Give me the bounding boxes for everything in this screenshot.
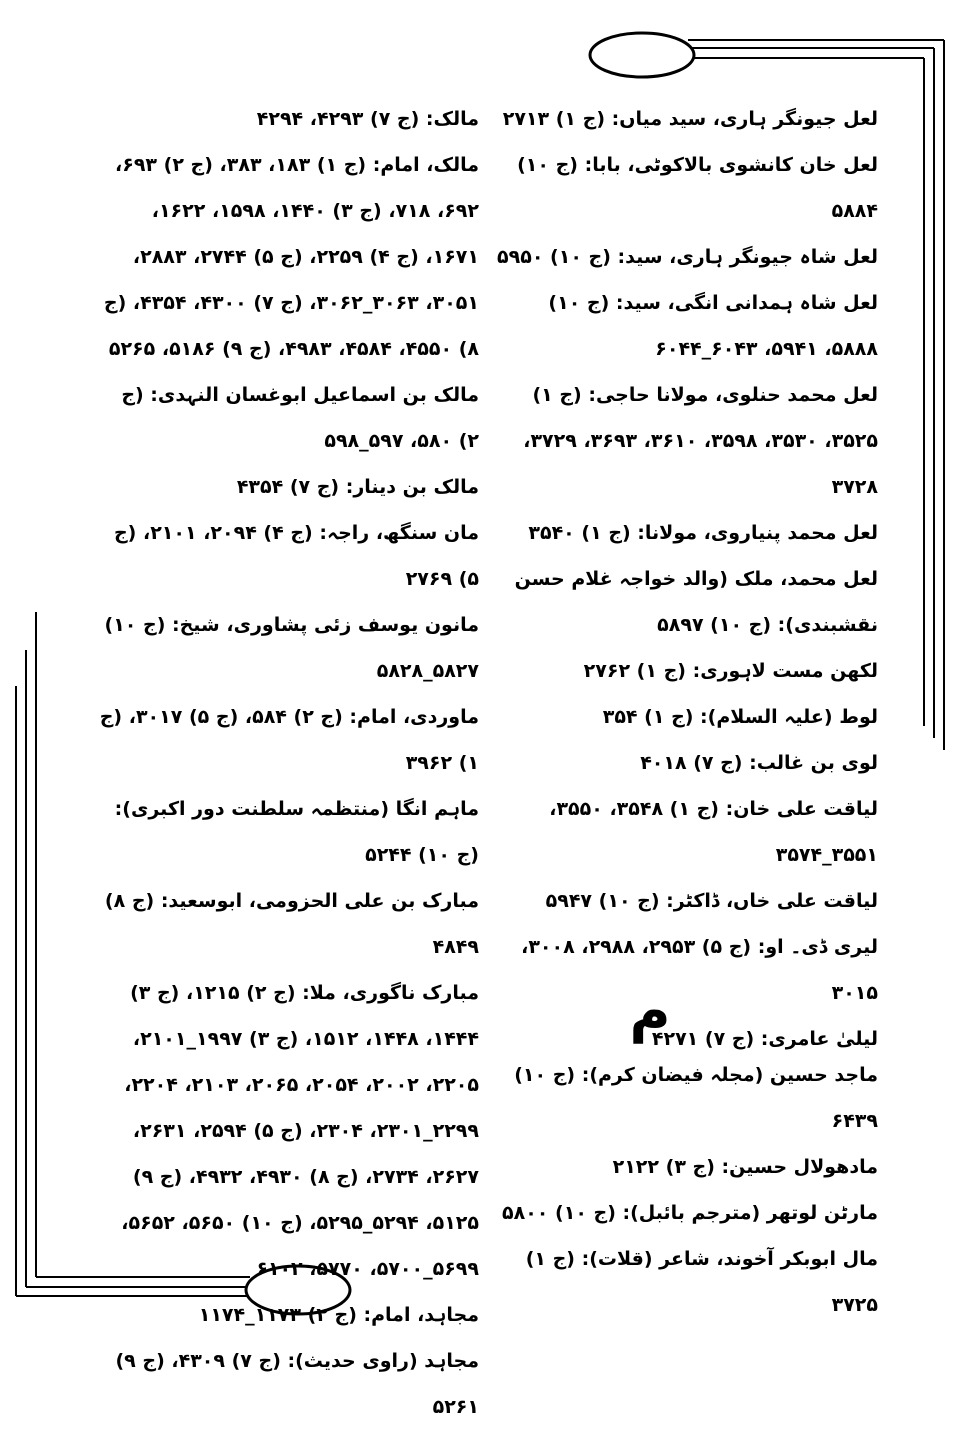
- index-entry: لیری ڈی۔ او: (ج ۵) ۲۹۵۳، ۲۹۸۸، ۳۰۰۸، ۳۰۱۵: [521, 936, 878, 1004]
- index-entry: لوط (علیہ السلام): (ج ۱) ۳۵۴: [602, 706, 878, 728]
- index-entry: لعل شاہ جیونگر ہاری، سید: (ج ۱۰) ۵۹۵۰: [497, 246, 878, 268]
- left-index-column: [95, 96, 479, 1430]
- index-entry: مان سنگھ، راجہ: (ج ۴) ۲۰۹۴، ۲۱۰۱، (ج ۵) ۲۷۶۹: [113, 522, 479, 590]
- index-entry: لکھن مست لاہوری: (ج ۱) ۲۷۶۲: [583, 660, 878, 682]
- index-entry: لیاقت علی خاں، ڈاکٹر: (ج ۱۰) ۵۹۴۷: [545, 890, 878, 912]
- index-entry: لعل محمد پنیاروی، مولانا: (ج ۱) ۳۵۴۰: [528, 522, 878, 544]
- index-entry: مارٹن لوتھر (مترجم بائبل): (ج ۱۰) ۵۸۰۰: [502, 1202, 878, 1224]
- index-entry: ماہم انگا (منتظمہ سلطنت دور اکبری): (ج ۱۰) ۵۲۴۴: [114, 798, 479, 866]
- index-entry: ماجد حسین (مجلہ فیضان کرم): (ج ۱۰) ۶۴۳۹: [514, 1064, 878, 1132]
- index-entry: مجاہد، امام: (ج ۲) ۱۱۷۳_۱۱۷۴: [198, 1304, 479, 1326]
- index-entry: مالک، امام: (ج ۱) ۱۸۳، ۳۸۳، (ج ۲) ۶۹۳، ۶۹۲، ۷۱۸، (ج ۳) ۱۴۴۰، ۱۵۹۸، ۱۶۲۲، ۱۶۷۱، (ج ۴) ۲۲۵۹، (ج ۵) ۲۷۴۴، ۲۸۸۳، ۳۰۵۱، ۳۰۶۳_۳۰۶۲، (ج ۷) ۴۳۰۰، ۴۳۵۴، (ج ۸) ۴۵۵۰، ۴۵۸۴، ۴۹۸۳، (ج ۹) ۵۱۸۶، ۵۲۶۵: [103, 154, 479, 360]
- right-index-column: [492, 96, 878, 1062]
- index-entry: ماوردی، امام: (ج ۲) ۵۸۴، (ج ۵) ۳۰۱۷، (ج ۱) ۳۹۶۲: [99, 706, 479, 774]
- index-entry: مالک: (ج ۷) ۴۲۹۳، ۴۲۹۴: [256, 108, 479, 130]
- index-entry: لعل شاہ ہمدانی انگی، سید: (ج ۱۰) ۵۸۸۸، ۵۹۴۱، ۶۰۴۳_۶۰۴۴: [548, 292, 878, 360]
- index-entry: لعل جیونگر ہاری، سید میاں: (ج ۱) ۲۷۱۳: [502, 108, 878, 130]
- index-entry: مادھولال حسین: (ج ۳) ۲۱۲۲: [612, 1156, 878, 1178]
- index-entry: مجاہد (راوی حدیث): (ج ۷) ۴۳۰۹، (ج ۹) ۵۲۶۱: [115, 1350, 479, 1418]
- index-entry: لعل محمد حنلوی، مولانا حاجی: (ج ۱) ۳۵۲۵، ۳۵۳۰، ۳۵۹۸، ۳۶۱۰، ۳۶۹۳، ۳۷۲۹، ۳۷۲۸: [523, 384, 878, 498]
- index-entry: لعل خان کانشوی بالاکوٹی، بابا: (ج ۱۰) ۵۸۸۴: [517, 154, 878, 222]
- index-entry: لوی بن غالب: (ج ۷) ۴۰۱۸: [640, 752, 878, 774]
- right-index-column-section-meem: [492, 1052, 878, 1328]
- index-entry: مالک بن اسماعیل ابوغسان النہدی: (ج ۲) ۵۸۰، ۵۹۷_۵۹۸: [121, 384, 479, 452]
- index-entry: لیلیٰ عامری: (ج ۷) ۴۲۷۱: [651, 1028, 878, 1050]
- index-entry: مالک بن دینار: (ج ۷) ۴۳۵۴: [236, 476, 479, 498]
- index-entry: مال ابوبکر آخوند، شاعر (قلات): (ج ۱) ۳۷۲۵: [525, 1248, 878, 1316]
- section-letter-heading: م: [629, 979, 671, 1044]
- index-entry: مبارک ناگوری، ملا: (ج ۲) ۱۲۱۵، (ج ۳) ۱۴۴۴، ۱۴۴۸، ۱۵۱۲، (ج ۳) ۱۹۹۷_۲۱۰۱، ۲۲۰۵، ۲۰۰۲، ۲۰۵۴، ۲۰۶۵، ۲۱۰۳، ۲۲۰۴، ۲۲۹۹_۲۳۰۱، ۲۳۰۴، (ج ۵) ۲۵۹۴، ۲۶۳۱، ۲۶۲۷، ۲۷۳۴، (ج ۸) ۴۹۳۰، ۴۹۳۲، (ج ۹) ۵۱۲۵، ۵۲۹۴_۵۲۹۵، (ج ۱۰) ۵۶۵۰، ۵۶۵۲، ۵۶۹۹_۵۷۰۰، ۵۷۷۰، ۶۱۰۲: [121, 982, 479, 1280]
- index-entry: مبارک بن علی الحزومی، ابوسعید: (ج ۸) ۴۸۴۹: [104, 890, 479, 958]
- top-oval-ornament: [590, 33, 694, 77]
- index-entry: لعل محمد، ملک (والد خواجہ غلام حسن نقشبندی): (ج ۱۰) ۵۸۹۷: [514, 568, 878, 636]
- index-entry: لیاقت علی خان: (ج ۱) ۳۵۴۸، ۳۵۵۰، ۳۵۵۱_۳۵۷۴: [549, 798, 878, 866]
- index-entry: مانون یوسف زئی پشاوری، شیخ: (ج ۱۰) ۵۸۲۷_۵۸۲۸: [104, 614, 479, 682]
